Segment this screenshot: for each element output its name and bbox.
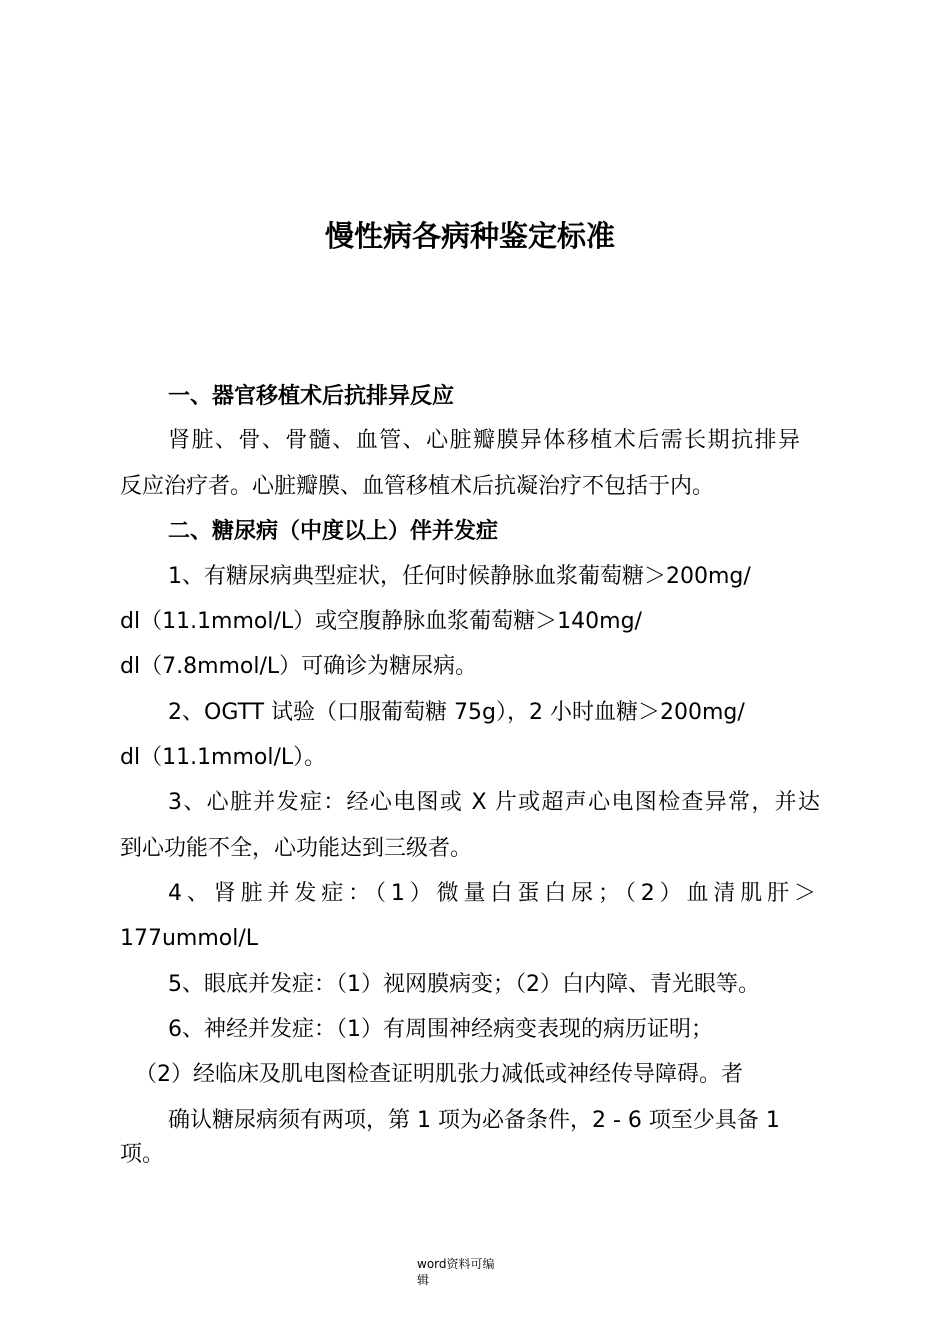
paragraph-line: dl（7.8mmol/L）可确诊为糖尿病。 <box>120 654 478 679</box>
paragraph-line: 5、眼底并发症：（1）视网膜病变；（2）白内障、青光眼等。 <box>168 972 760 997</box>
paragraph-line: 肾脏、骨、骨髓、血管、心脏瓣膜异体移植术后需长期抗排异 <box>168 428 800 453</box>
paragraph-line: 3、心脏并发症：经心电图或 X 片或超声心电图检查异常，并达 <box>168 790 820 815</box>
section-heading-2: 二、糖尿病（中度以上）伴并发症 <box>168 519 499 544</box>
paragraph-line: 1、有糖尿病典型症状，任何时候静脉血浆葡萄糖＞200mg/ <box>168 564 751 589</box>
footer-line-1: word资料可编 <box>417 1257 495 1271</box>
paragraph-line: （2）经临床及肌电图检查证明肌张力减低或神经传导障碍。者 <box>135 1062 743 1087</box>
section-heading-1: 一、器官移植术后抗排异反应 <box>168 384 455 409</box>
paragraph-line: 项。 <box>120 1142 165 1167</box>
paragraph-line: 确认糖尿病须有两项，第 1 项为必备条件，2 - 6 项至少具备 1 <box>168 1108 780 1133</box>
paragraph-line: 2、OGTT 试验（口服葡萄糖 75g），2 小时血糖＞200mg/ <box>168 700 745 725</box>
paragraph-line: 反应治疗者。心脏瓣膜、血管移植术后抗凝治疗不包括于内。 <box>120 474 715 499</box>
footer-watermark <box>417 1256 527 1288</box>
paragraph-line: dl（11.1mmol/L）。 <box>120 745 327 770</box>
paragraph-line: dl（11.1mmol/L）或空腹静脉血浆葡萄糖＞140mg/ <box>120 609 642 634</box>
page-title: 慢性病各病种鉴定标准 <box>324 219 615 253</box>
paragraph-line: 177ummol/L <box>120 926 259 951</box>
paragraph-line: 到心功能不全，心功能达到三级者。 <box>120 836 473 861</box>
footer-line-2: 辑 <box>417 1273 430 1287</box>
paragraph-line: 4、肾脏并发症：（1）微量白蛋白尿；（2）血清肌肝＞ <box>168 881 816 906</box>
paragraph-line: 6、神经并发症：（1）有周围神经病变表现的病历证明； <box>168 1017 713 1042</box>
